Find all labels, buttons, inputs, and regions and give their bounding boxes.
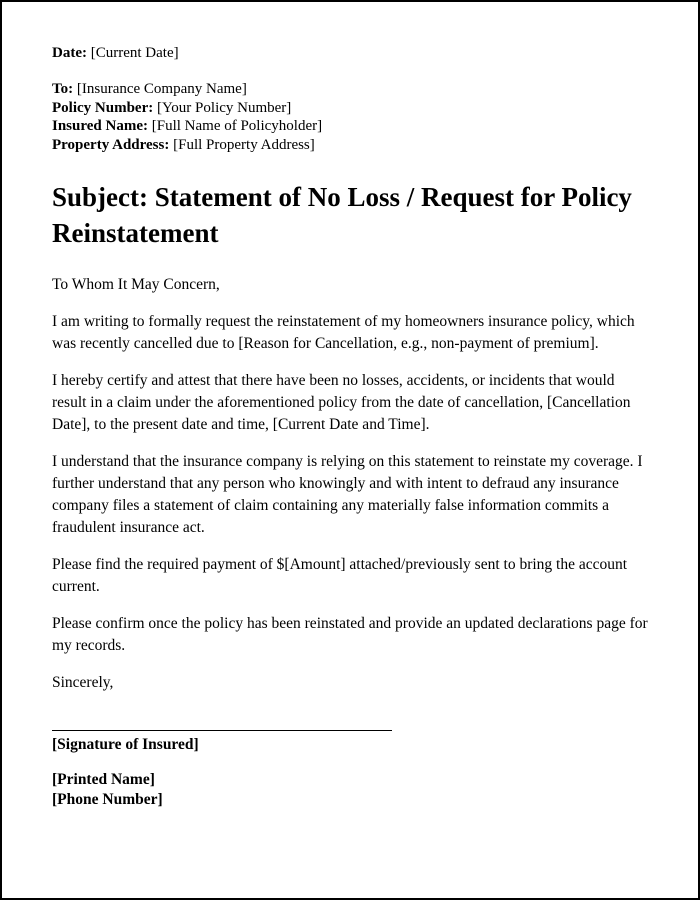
recipient-block bbox=[52, 80, 648, 155]
paragraph-confirmation-request: Please confirm once the policy has been reinstated and provide an updated declarations page for my records. bbox=[52, 614, 648, 654]
to-value: [Insurance Company Name] bbox=[76, 80, 247, 97]
paragraph-payment: Please find the required payment of $[Amount] attached/previously sent to bring the account current. bbox=[52, 555, 628, 595]
policy-number-label: Policy Number: bbox=[52, 99, 154, 116]
paragraph-fraud-statement: I understand that the insurance company is relying on this statement to reinstate my coverage. I further understand that any person who knowingly and with intent to defraud any insurance company files a statement of claim containing any materially false information commits a fraudulent insurance act. bbox=[52, 452, 643, 536]
paragraph-reinstatement-request: I am writing to formally request the reinstatement of my homeowners insurance policy, which was recently cancelled due to [Reason for Cancellation, e.g., non-payment of premium]. bbox=[52, 312, 635, 352]
date-label: Date: bbox=[52, 45, 87, 61]
subject-heading: Subject: Statement of No Loss / Request for Policy Reinstatement bbox=[52, 181, 632, 249]
property-address-value: [Full Property Address] bbox=[173, 137, 315, 153]
to-line bbox=[52, 80, 648, 99]
date-value: [Current Date] bbox=[90, 45, 179, 61]
property-address-label: Property Address: bbox=[52, 137, 170, 153]
closing: Sincerely, bbox=[52, 673, 114, 691]
insured-name-value: [Full Name of Policyholder] bbox=[151, 118, 323, 135]
printed-block bbox=[52, 770, 648, 810]
printed-name: [Printed Name] bbox=[52, 770, 155, 788]
phone-number: [Phone Number] bbox=[52, 790, 163, 808]
insured-name-label: Insured Name: bbox=[52, 118, 148, 135]
signature-label: [Signature of Insured] bbox=[52, 735, 199, 753]
property-address-line bbox=[52, 136, 648, 155]
paragraph-no-loss-certification: I hereby certify and attest that there have been no losses, accidents, or incidents that would result in a claim under the aforementioned policy from the date of cancellation, [Cancellation Date], to the present date and time, [Current Date and Time]. bbox=[52, 371, 631, 433]
to-label: To: bbox=[52, 80, 74, 97]
insured-name-line bbox=[52, 117, 648, 136]
signature-line bbox=[52, 730, 392, 731]
policy-number-line bbox=[52, 99, 648, 118]
salutation: To Whom It May Concern, bbox=[52, 275, 220, 293]
policy-number-value: [Your Policy Number] bbox=[156, 99, 292, 116]
date-line bbox=[52, 44, 648, 63]
